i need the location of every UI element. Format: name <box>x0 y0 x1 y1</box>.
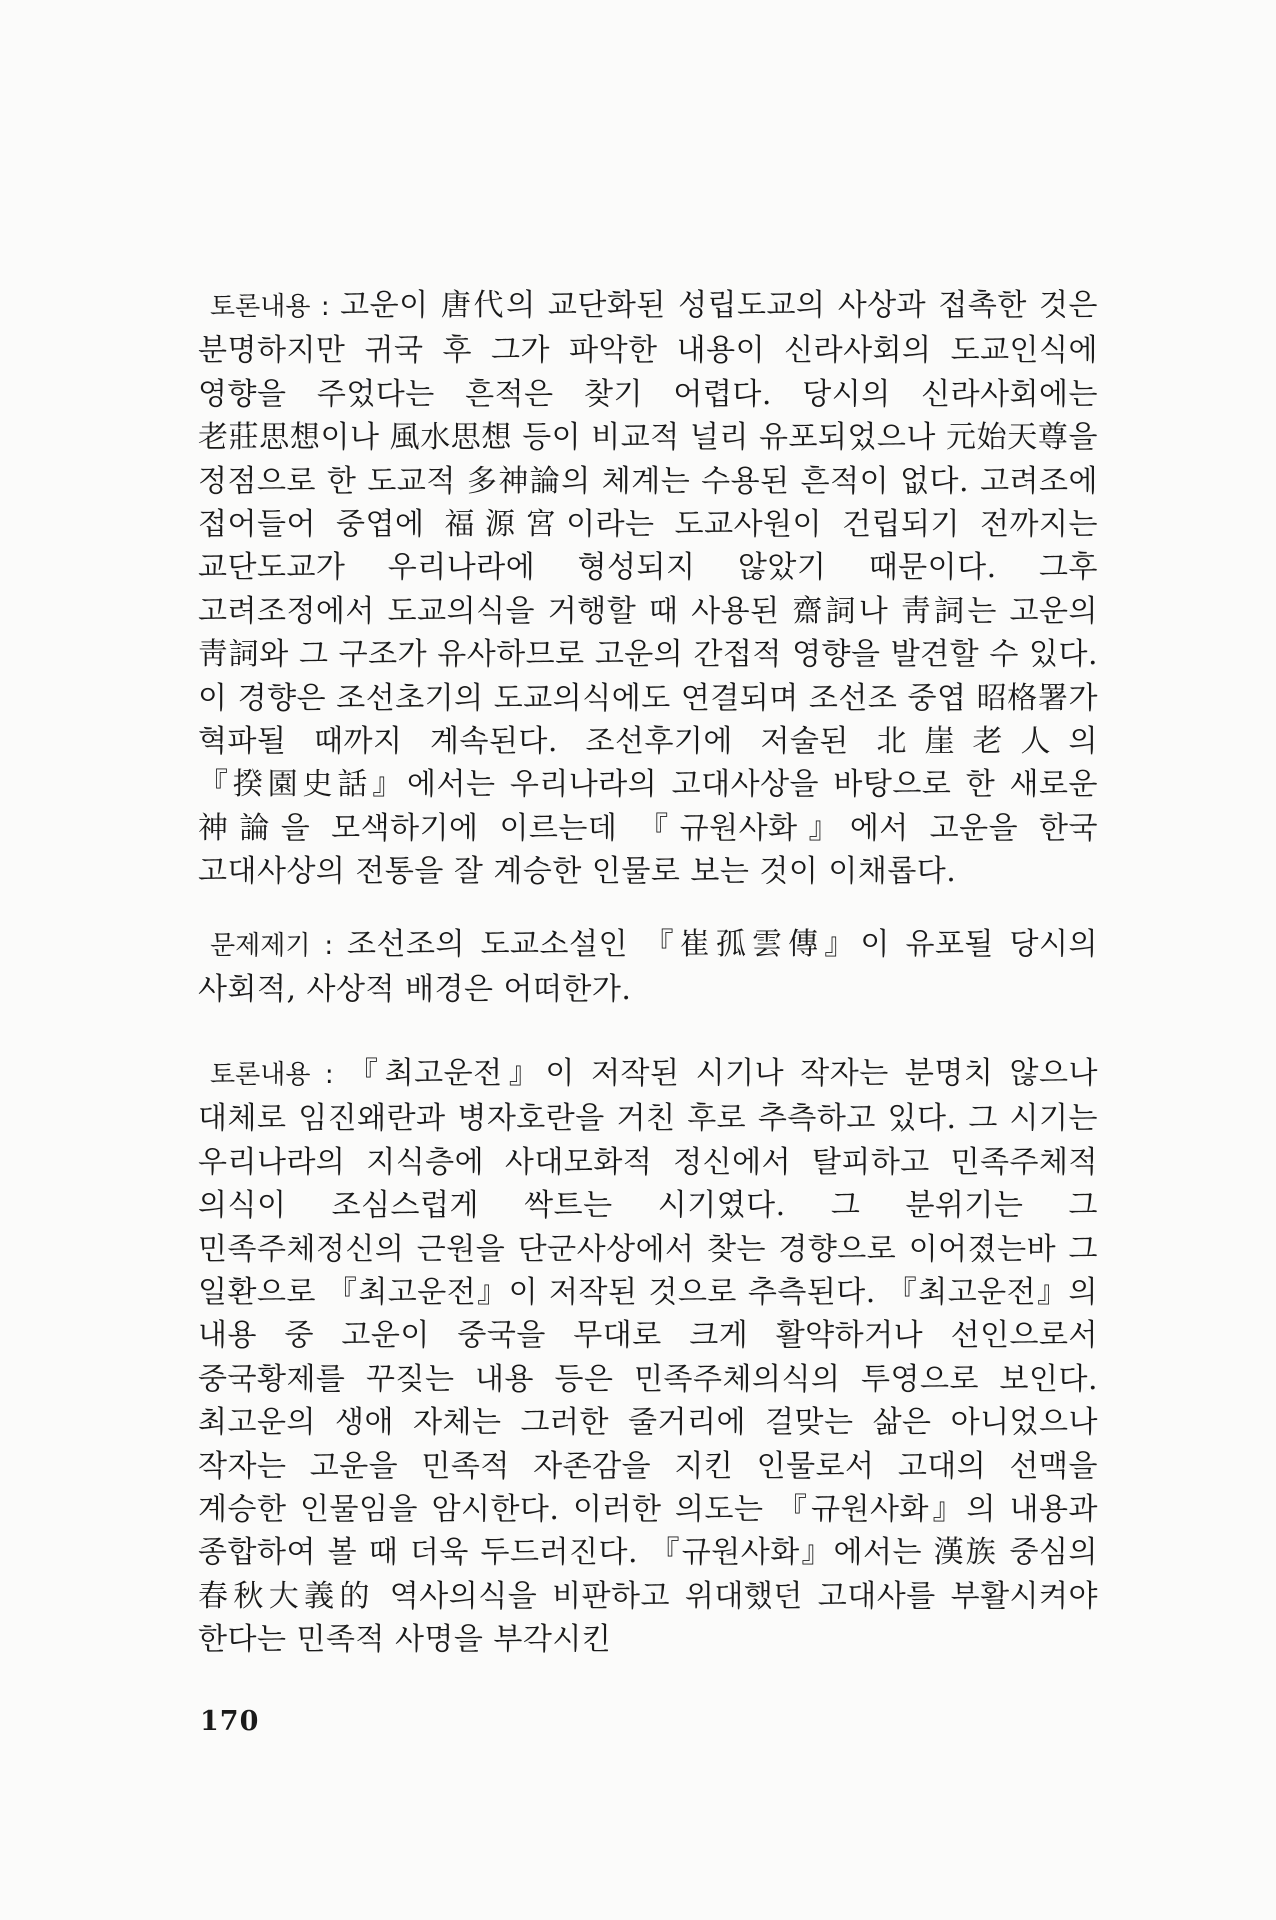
paragraph-label: 토론내용 : <box>210 292 341 322</box>
discussion-paragraph-2 <box>198 1052 1098 1662</box>
paragraph-text: 『최고운전』이 저작된 시기나 작자는 분명치 않으나 대체로 임진왜란과 병자호란을 거친 후로 추측하고 있다. 그 시기는 우리나라의 지식층에 사대모화적 정신에서 탈피하고 민족주체적 의식이 조심스럽게 싹트는 시기였다. 그 분위기는 그 민족주체정신의 근원을 단군사상에서 찾는 경향으로 이어졌는바 그 일환으로 『최고운전』이 저작된 것으로 추측된다. 『최고운전』의 내용 중 고운이 중국을 무대로 크게 활약하거나 선인으로서 중국황제를 꾸짖는 내용 등은 민족주체의식의 투영으로 보인다. 최고운의 생애 자체는 그러한 줄거리에 걸맞는 삶은 아니었으나 작자는 고운을 민족적 자존감을 지킨 인물로서 고대의 선맥을 계승한 인물임을 암시한다. 이러한 의도는 『규원사화』의 내용과 종합하여 볼 때 더욱 두드러진다. 『규원사화』에서는 漢族 중심의 春秋大義的 역사의식을 비판하고 위대했던 고대사를 부활시켜야 한다는 민족적 사명을 부각시킨 <box>198 1056 1098 1658</box>
paragraph-text: 고운이 唐代의 교단화된 성립도교의 사상과 접촉한 것은 분명하지만 귀국 후 그가 파악한 내용이 신라사회의 도교인식에 영향을 주었다는 흔적은 찾기 어렵다. 당시의 신라사회에는 老莊思想이나 風水思想 등이 비교적 널리 유포되었으나 元始天尊을 정점으로 한 도교적 多神論의 체계는 수용된 흔적이 없다. 고려조에 접어들어 중엽에 福源宮이라는 도교사원이 건립되기 전까지는 교단도교가 우리나라에 형성되지 않았기 때문이다. 그후 고려조정에서 도교의식을 거행할 때 사용된 齋詞나 靑詞는 고운의 靑詞와 그 구조가 유사하므로 고운의 간접적 영향을 발견할 수 있다. 이 경향은 조선초기의 도교의식에도 연결되며 조선조 중엽 昭格署가 혁파될 때까지 계속된다. 조선후기에 저술된 北崖老人의 『揆園史話』에서는 우리나라의 고대사상을 바탕으로 한 새로운 神論을 모색하기에 이르는데 『규원사화』에서 고운을 한국 고대사상의 전통을 잘 계승한 인물로 보는 것이 이채롭다. <box>198 288 1099 890</box>
paragraph-label: 문제제기 : <box>210 931 347 961</box>
page-number: 170 <box>200 1706 260 1737</box>
paragraph-label: 토론내용 : <box>210 1060 349 1090</box>
discussion-paragraph-1 <box>198 284 1098 894</box>
paragraph-text: 조선조의 도교소설인 『崔孤雲傳』이 유포될 당시의 사회적, 사상적 배경은 어떠한가. <box>198 927 1098 1008</box>
issue-paragraph <box>198 923 1098 1012</box>
